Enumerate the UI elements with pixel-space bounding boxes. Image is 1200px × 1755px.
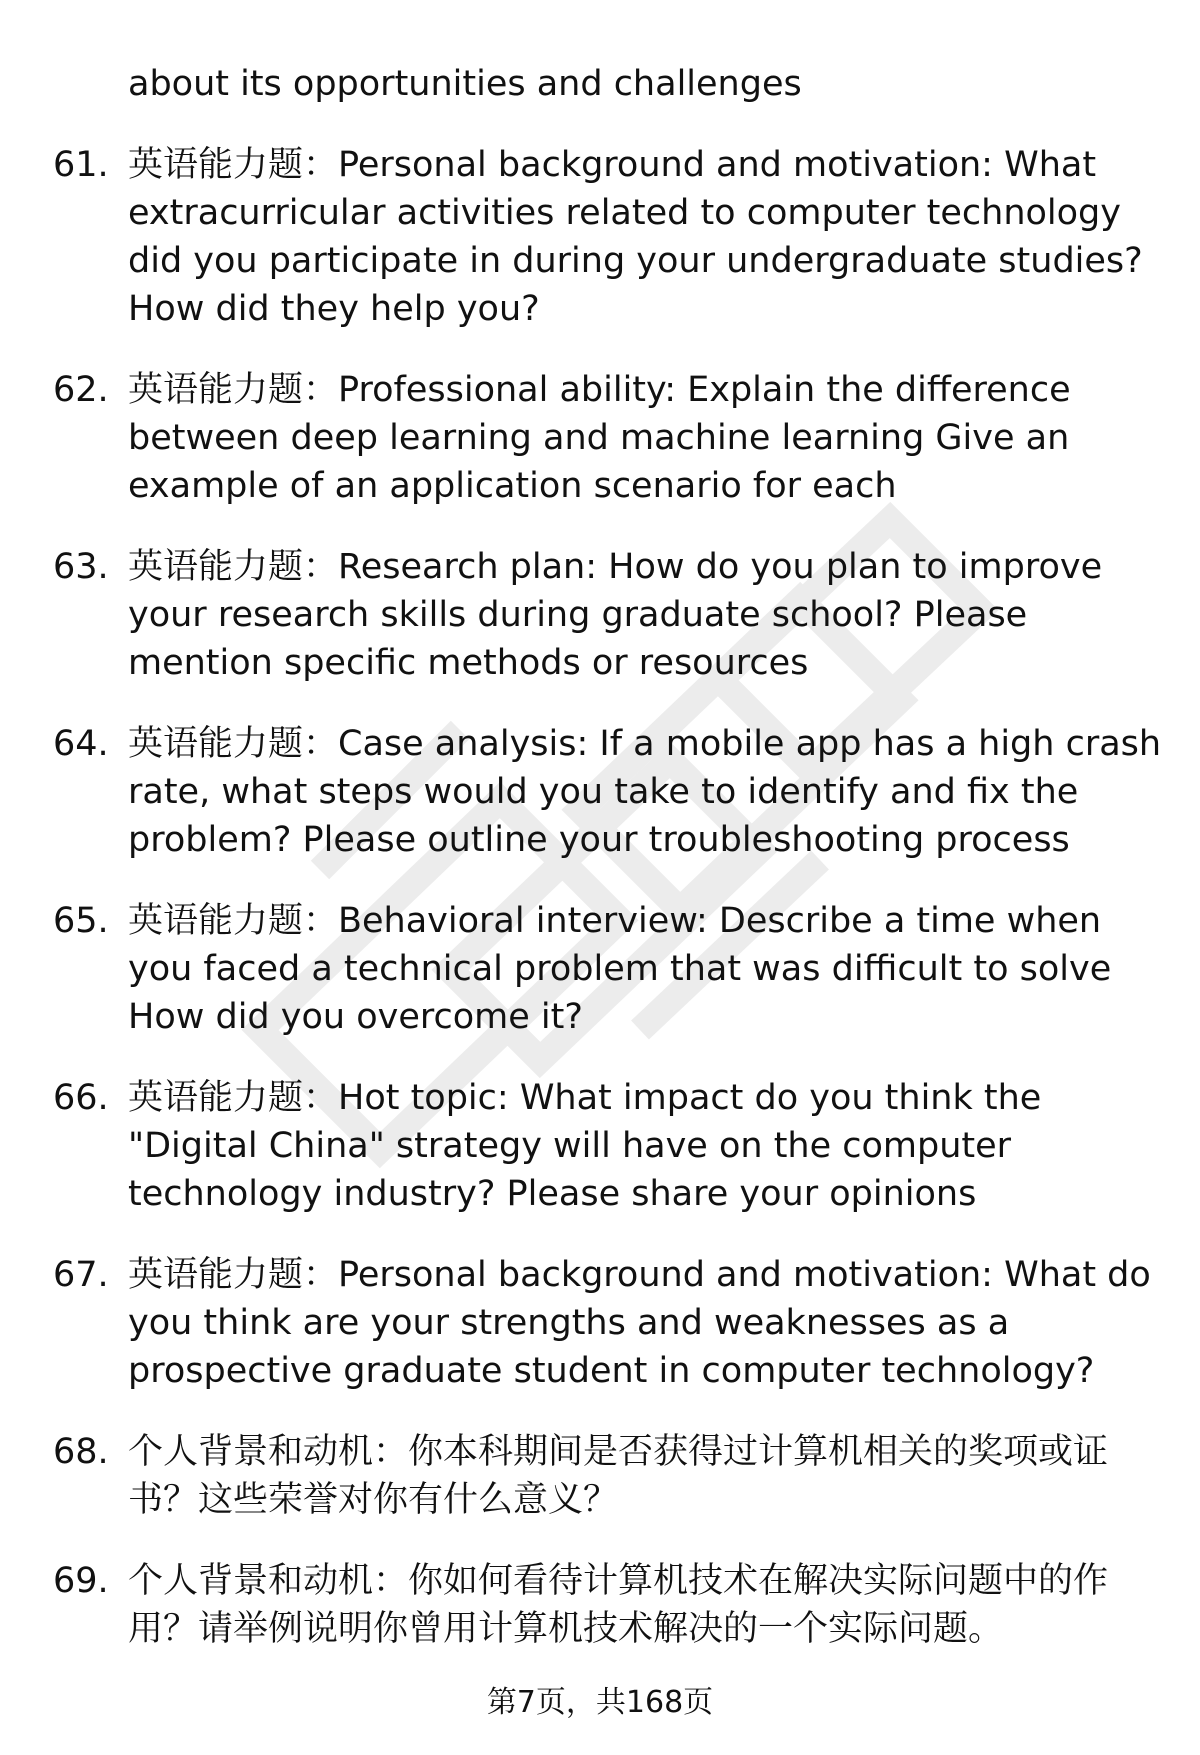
question-text [128,1251,1200,1395]
question-item [0,1428,1200,1524]
question-number: 67. [53,1255,109,1295]
question-text-line: mention specific methods or resources [128,643,809,683]
question-number: 64. [53,724,109,764]
question-number: 63. [53,547,109,587]
question-text-line: technology industry? Please share your opinions [128,1174,977,1214]
question-item [0,1251,1200,1395]
question-text-line: 英语能力题：Hot topic: What impact do you think the [128,1078,1042,1118]
question-text [128,141,1200,333]
question-text [128,897,1200,1041]
question-item [0,897,1200,1041]
question-number: 68. [53,1432,109,1472]
question-text-line: 个人背景和动机：你如何看待计算机技术在解决实际问题中的作 [128,1561,1109,1601]
question-text [128,366,1200,510]
question-item [0,141,1200,333]
question-text [128,1074,1200,1218]
question-number: 65. [53,901,109,941]
question-text-line: extracurricular activities related to computer technology [128,193,1121,233]
question-text-line: you think are your strengths and weaknesses as a [128,1303,1010,1343]
question-number: 69. [53,1561,109,1601]
question-number: 61. [53,145,109,185]
question-text-line: 英语能力题：Behavioral interview: Describe a time when [128,901,1102,941]
question-text-line: between deep learning and machine learning Give an [128,418,1070,458]
question-item [0,543,1200,687]
question-number: 62. [53,370,109,410]
question-text-line: your research skills during graduate school? Please [128,595,1028,635]
question-text-line: How did you overcome it? [128,997,583,1037]
question-text-line: 英语能力题：Case analysis: If a mobile app has a high crash [128,724,1162,764]
question-text-line: 英语能力题：Personal background and motivation: What do [128,1255,1151,1295]
question-text-line: problem? Please outline your troubleshooting process [128,820,1070,860]
question-text-line: 英语能力题：Research plan: How do you plan to improve [128,547,1103,587]
question-item [0,1074,1200,1218]
question-text [128,1428,1200,1524]
continuation-line: about its opportunities and challenges [128,64,802,104]
question-text-line: 英语能力题：Professional ability: Explain the difference [128,370,1071,410]
question-list [0,60,1200,1653]
question-text-line: 书？这些荣誉对你有什么意义？ [128,1480,619,1520]
question-item [0,366,1200,510]
question-number: 66. [53,1078,109,1118]
question-text-line: did you participate in during your undergraduate studies? [128,241,1143,281]
question-text [128,1557,1200,1653]
question-text-line: you faced a technical problem that was difficult to solve [128,949,1112,989]
page-footer: 第7页，共168页 [486,1685,714,1720]
question-text [128,720,1200,864]
question-text-line: 个人背景和动机：你本科期间是否获得过计算机相关的奖项或证 [128,1432,1109,1472]
question-text [128,543,1200,687]
question-text-line: 英语能力题：Personal background and motivation: What [128,145,1097,185]
question-text-line: prospective graduate student in computer technology? [128,1351,1095,1391]
question-text-line: 用？请举例说明你曾用计算机技术解决的一个实际问题。 [128,1609,1004,1649]
question-text-line: rate, what steps would you take to identify and fix the [128,772,1079,812]
question-item [0,1557,1200,1653]
question-text-line: How did they help you? [128,289,540,329]
question-text-line: example of an application scenario for each [128,466,897,506]
question-text-line: "Digital China" strategy will have on the computer [128,1126,1012,1166]
question-item [0,720,1200,864]
